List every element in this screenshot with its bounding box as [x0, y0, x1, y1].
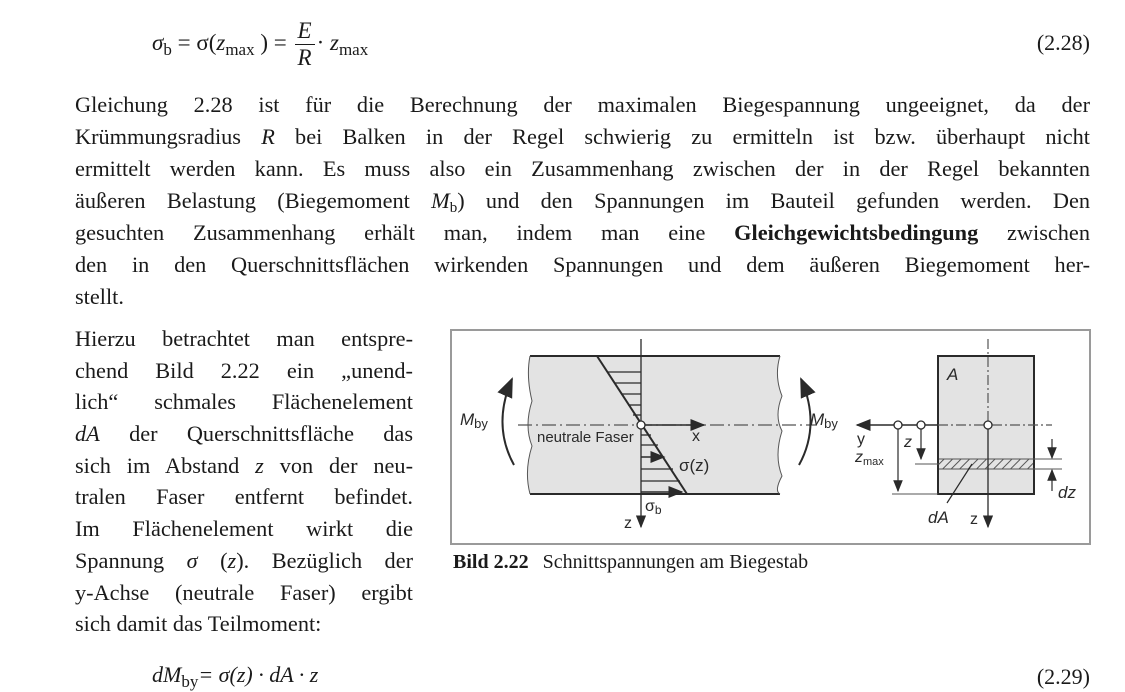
label-zmax: zmax: [855, 449, 884, 468]
label-y: y: [857, 431, 865, 448]
equation-number-2-28: (2.28): [1036, 30, 1090, 55]
equation-2-29: $dM_{by}= \sigma(z)$ · dA · z: [152, 662, 319, 691]
fraction-E-over-R: $\frac{E}{R}$: [295, 18, 315, 71]
figure-caption: [453, 551, 808, 574]
label-area-A: A: [947, 365, 959, 384]
paragraph-left-column: Hierzu betrachtet man entspre- chend Bild 2.22 ein „unend- lich“ schmales Flächenelement dA der Querschnittsfläche das sich im Abstand z von der neu- tralen Faser entfernt befindet. Im Flächenelement wirkt die Spannung σ (z). Bezüglich der y-Achse (neutrale Faser) ergibt sich damit das Teilmoment:: [75, 326, 414, 637]
moment-arrow-left-icon: [502, 379, 514, 465]
paragraph-line: gesuchten Zusammenhang erhält man, indem man eine Gleichgewichtsbedingung zwischen: [75, 220, 1090, 245]
label-z-axis-left: z: [624, 515, 632, 532]
sigma-symbol: σ: [152, 29, 164, 55]
label-dA: dA: [928, 508, 949, 527]
label-x: x: [692, 428, 700, 445]
label-mby-right: Mby: [810, 410, 838, 431]
label-dz: dz: [1058, 483, 1076, 502]
caption-text: Schnittspannungen am Biegestab: [542, 551, 809, 573]
paragraph-line: den in den Querschnittsflächen wirkenden Spannungen und dem äußeren Biegemoment her-: [75, 252, 1090, 277]
equation-number-2-29: (2.29): [1036, 664, 1090, 689]
bold-term: Gleichgewichtsbedingung: [734, 220, 979, 245]
caption-label: Bild 2.22: [453, 551, 529, 573]
paragraph-line: ermittelt werden kann. Es muss also ein Zusammenhang zwischen der in der Regel bekannten: [75, 156, 1090, 181]
moment-arrow-right-icon: [799, 379, 811, 465]
label-mby-left: Mby: [460, 410, 488, 431]
label-sigma-z: σ(z): [679, 456, 710, 475]
figure-2-22: [450, 329, 1091, 545]
bending-stress-diagram: [452, 331, 1089, 543]
label-neutral-fiber: neutrale Faser: [537, 429, 634, 446]
paragraph-line: Gleichung 2.28 ist für die Berechnung der maximalen Biegespannung ungeeignet, da der: [75, 92, 1090, 117]
paragraph-line: äußeren Belastung (Biegemoment Mb) und den Spannungen im Bauteil gefunden werden. Den: [75, 188, 1091, 216]
label-sigma-b: σb: [645, 498, 662, 517]
label-z: z: [904, 434, 912, 451]
neutral-point: [637, 421, 645, 429]
label-z-axis-right: z: [970, 511, 978, 528]
paragraph-line: Krümmungsradius R bei Balken in der Regel schwierig zu ermitteln ist bzw. überhaupt nicht: [75, 124, 1090, 149]
cross-section: [857, 339, 1062, 527]
equation-2-28: $\sigma_b = \sigma(z_{max}$ ) = $\frac{E}{R}$ · $z_{max}$: [152, 18, 369, 70]
paragraph-intro: [75, 89, 1090, 313]
paragraph-line: stellt.: [75, 284, 124, 309]
